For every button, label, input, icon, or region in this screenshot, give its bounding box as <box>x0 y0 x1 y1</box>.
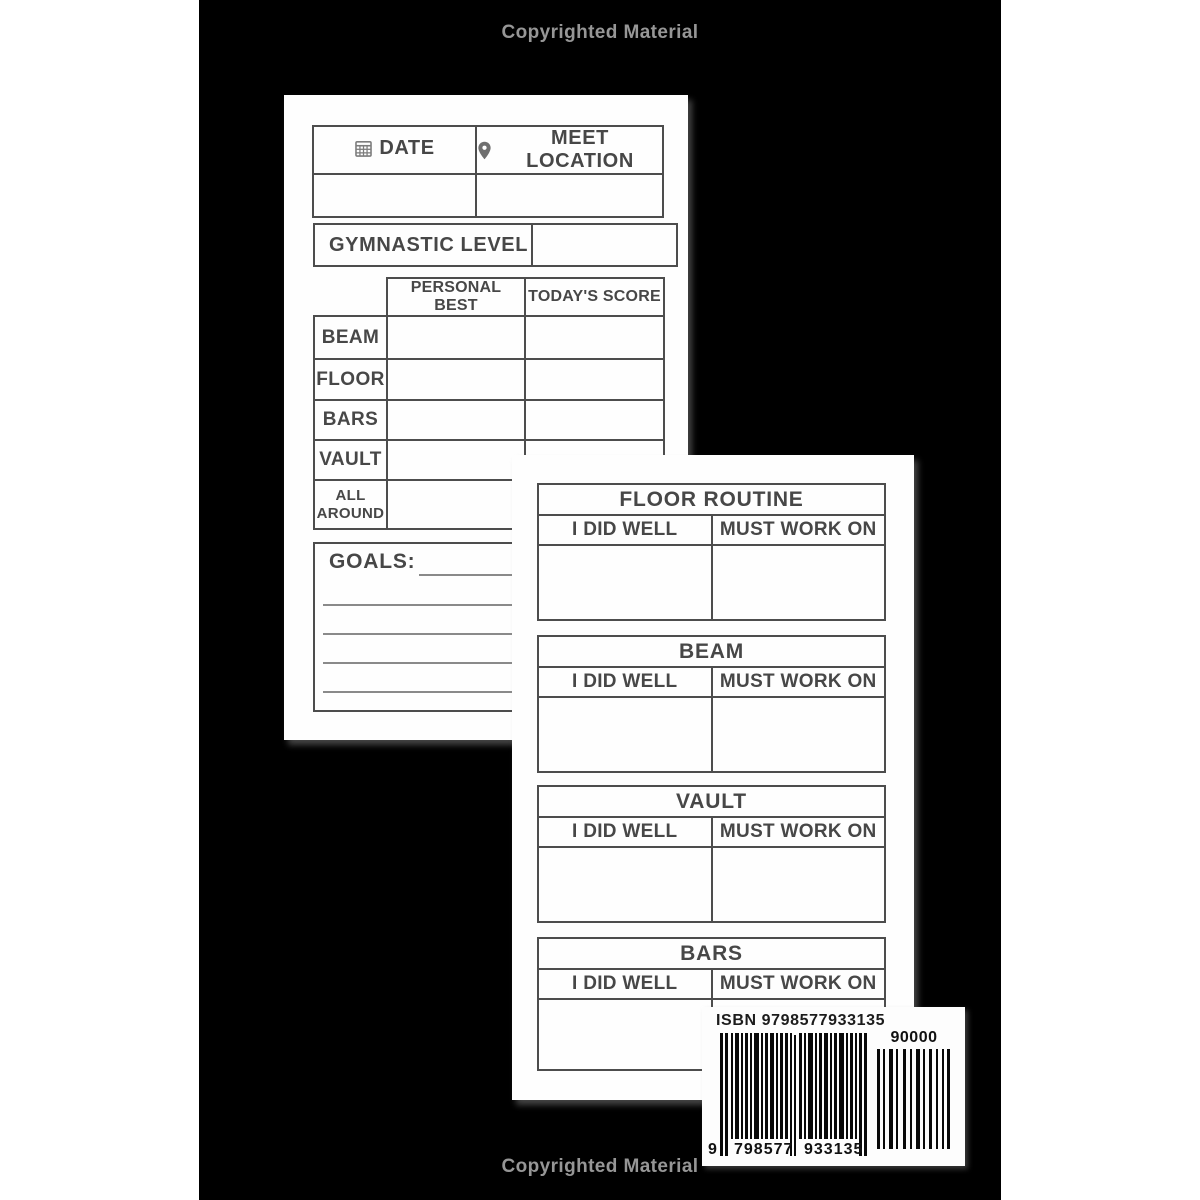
gymnastic-level-label: GYMNASTIC LEVEL <box>314 224 532 266</box>
gymnastic-level-table <box>313 223 678 267</box>
gymnastic-level-entry-cell <box>532 224 677 266</box>
row-label-floor: FLOOR <box>314 359 387 400</box>
row-label-bars: BARS <box>314 400 387 440</box>
meet-location-label: MEET LOCATION <box>526 127 634 172</box>
must-work-on-header: MUST WORK ON <box>712 667 886 697</box>
copyright-notice-bottom: Copyrighted Material <box>501 1156 699 1177</box>
must-work-on-header: MUST WORK ON <box>712 515 886 545</box>
must-work-on-entry-cell <box>712 545 886 620</box>
scores-table-spacer <box>314 278 387 316</box>
meet-location-entry-cell <box>476 174 663 217</box>
all-around-personal-best-cell <box>387 480 525 529</box>
floor-personal-best-cell <box>387 359 525 400</box>
meet-location-header-cell <box>476 126 663 174</box>
todays-score-column-header: TODAY'S SCORE <box>525 278 664 316</box>
section-title: BEAM <box>538 636 885 667</box>
price-supplement <box>877 1029 951 1154</box>
vault-section <box>537 785 886 923</box>
routine-review-page <box>512 455 914 1100</box>
ean-digit-prefix: 9 <box>708 1141 717 1158</box>
must-work-on-entry-cell <box>712 847 886 922</box>
section-title: BARS <box>538 938 885 969</box>
i-did-well-entry-cell <box>538 545 712 620</box>
i-did-well-entry-cell <box>538 697 712 772</box>
supplement-barcode <box>877 1049 951 1149</box>
beam-todays-score-cell <box>525 316 664 359</box>
vault-personal-best-cell <box>387 440 525 480</box>
price-code-text: 90000 <box>890 1029 938 1046</box>
beam-personal-best-cell <box>387 316 525 359</box>
i-did-well-entry-cell <box>538 847 712 922</box>
must-work-on-header: MUST WORK ON <box>712 969 886 999</box>
i-did-well-entry-cell <box>538 999 712 1070</box>
isbn-barcode-label <box>702 1007 965 1166</box>
floor-todays-score-cell <box>525 359 664 400</box>
ean-digit-group-2: 933135 <box>804 1141 864 1158</box>
i-did-well-header: I DID WELL <box>538 817 712 847</box>
ean-digit-group-1: 798577 <box>734 1141 794 1158</box>
personal-best-column-header: PERSONAL BEST <box>387 278 525 316</box>
floor-routine-section <box>537 483 886 621</box>
date-header-cell <box>313 126 476 174</box>
date-label: DATE <box>379 136 435 159</box>
bars-personal-best-cell <box>387 400 525 440</box>
row-label-vault: VAULT <box>314 440 387 480</box>
i-did-well-header: I DID WELL <box>538 969 712 999</box>
date-location-table <box>312 125 664 218</box>
date-entry-cell <box>313 174 476 217</box>
i-did-well-header: I DID WELL <box>538 667 712 697</box>
section-title: FLOOR ROUTINE <box>538 484 885 515</box>
i-did-well-header: I DID WELL <box>538 515 712 545</box>
isbn-number-text: ISBN 9798577933135 <box>716 1012 886 1029</box>
copyright-notice-top: Copyrighted Material <box>501 22 699 43</box>
beam-section <box>537 635 886 773</box>
row-label-beam: BEAM <box>314 316 387 359</box>
must-work-on-entry-cell <box>712 697 886 772</box>
map-pin-icon <box>477 141 492 160</box>
section-title: VAULT <box>538 786 885 817</box>
calendar-icon <box>354 139 373 158</box>
must-work-on-header: MUST WORK ON <box>712 817 886 847</box>
goals-label: GOALS: <box>329 550 416 573</box>
bars-todays-score-cell <box>525 400 664 440</box>
row-label-all-around: ALL AROUND <box>314 480 387 529</box>
